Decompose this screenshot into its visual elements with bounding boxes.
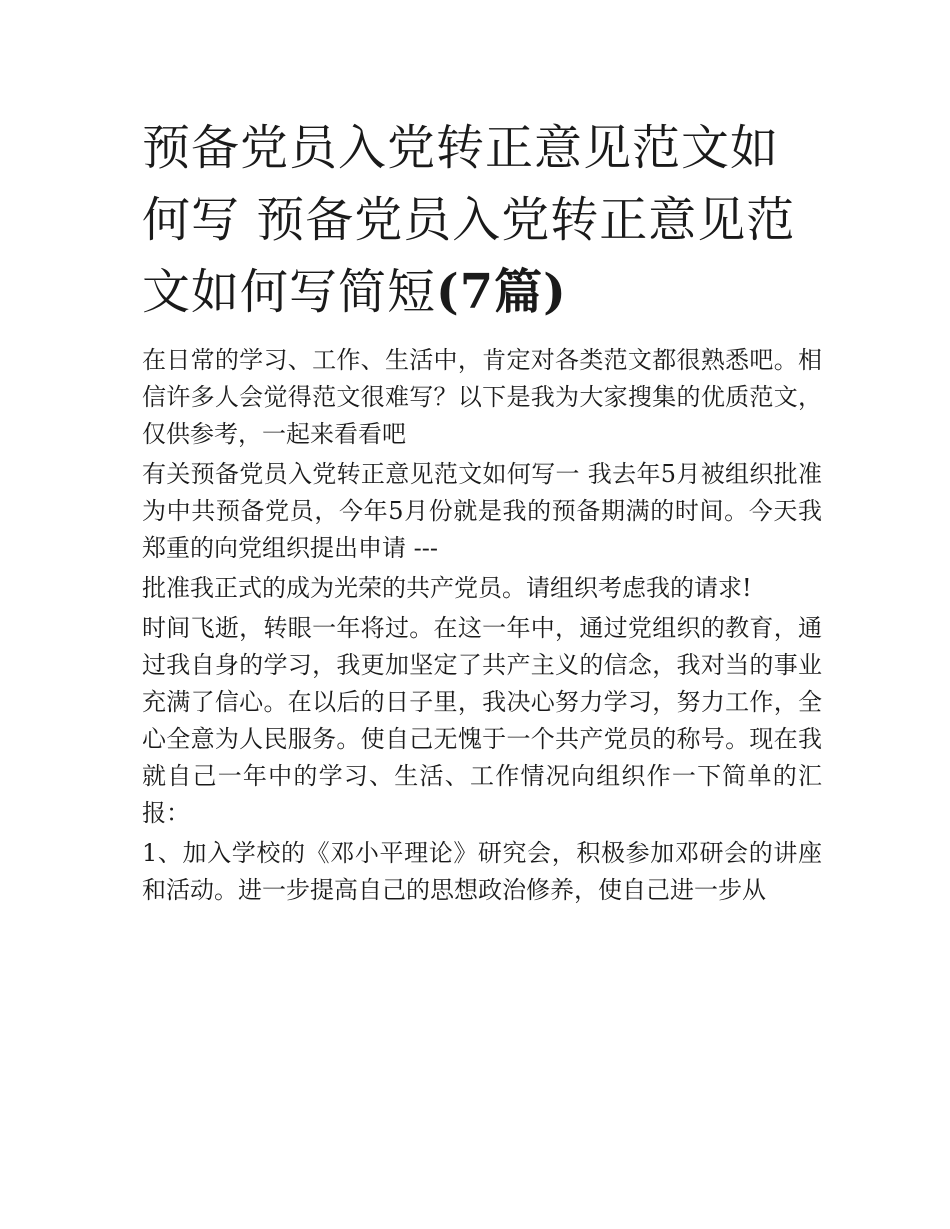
body-paragraph: 有关预备党员入党转正意见范文如何写一 我去年5月被组织批准为中共预备党员，今年5月份就是我的预备期满的时间。今天我郑重的向党组织提出申请 --- [142,460,822,562]
document-title [142,112,822,328]
body-paragraph: 1、加入学校的《邓小平理论》研究会，积极参加邓研会的讲座和活动。进一步提高自己的思想政治修养，使自己进一步从 [142,839,822,904]
intro-paragraph: 在日常的学习、工作、生活中，肯定对各类范文都很熟悉吧。相信许多人会觉得范文很难写？以下是我为大家搜集的优质范文，仅供参考，一起来看看吧 [142,346,822,448]
body-paragraph: 批准我正式的成为光荣的共产党员。请组织考虑我的请求! [142,574,752,602]
body-paragraph: 时间飞逝，转眼一年将过。在这一年中，通过党组织的教育，通过我自身的学习，我更加坚定了共产主义的信念，我对当的事业充满了信心。在以后的日子里，我决心努力学习，努力工作，全心全意为人民服务。使自己无愧于一个共产党员的称号。现在我就自己一年中的学习、生活、工作情况向组织作一下简单的汇报： [142,614,822,827]
title-count: (7篇) [436,264,567,320]
document-body [142,342,822,909]
title-text: 预备党员入党转正意见范文如何写 预备党员入党转正意见范文如何写简短 [142,120,796,320]
document-page [142,112,822,909]
